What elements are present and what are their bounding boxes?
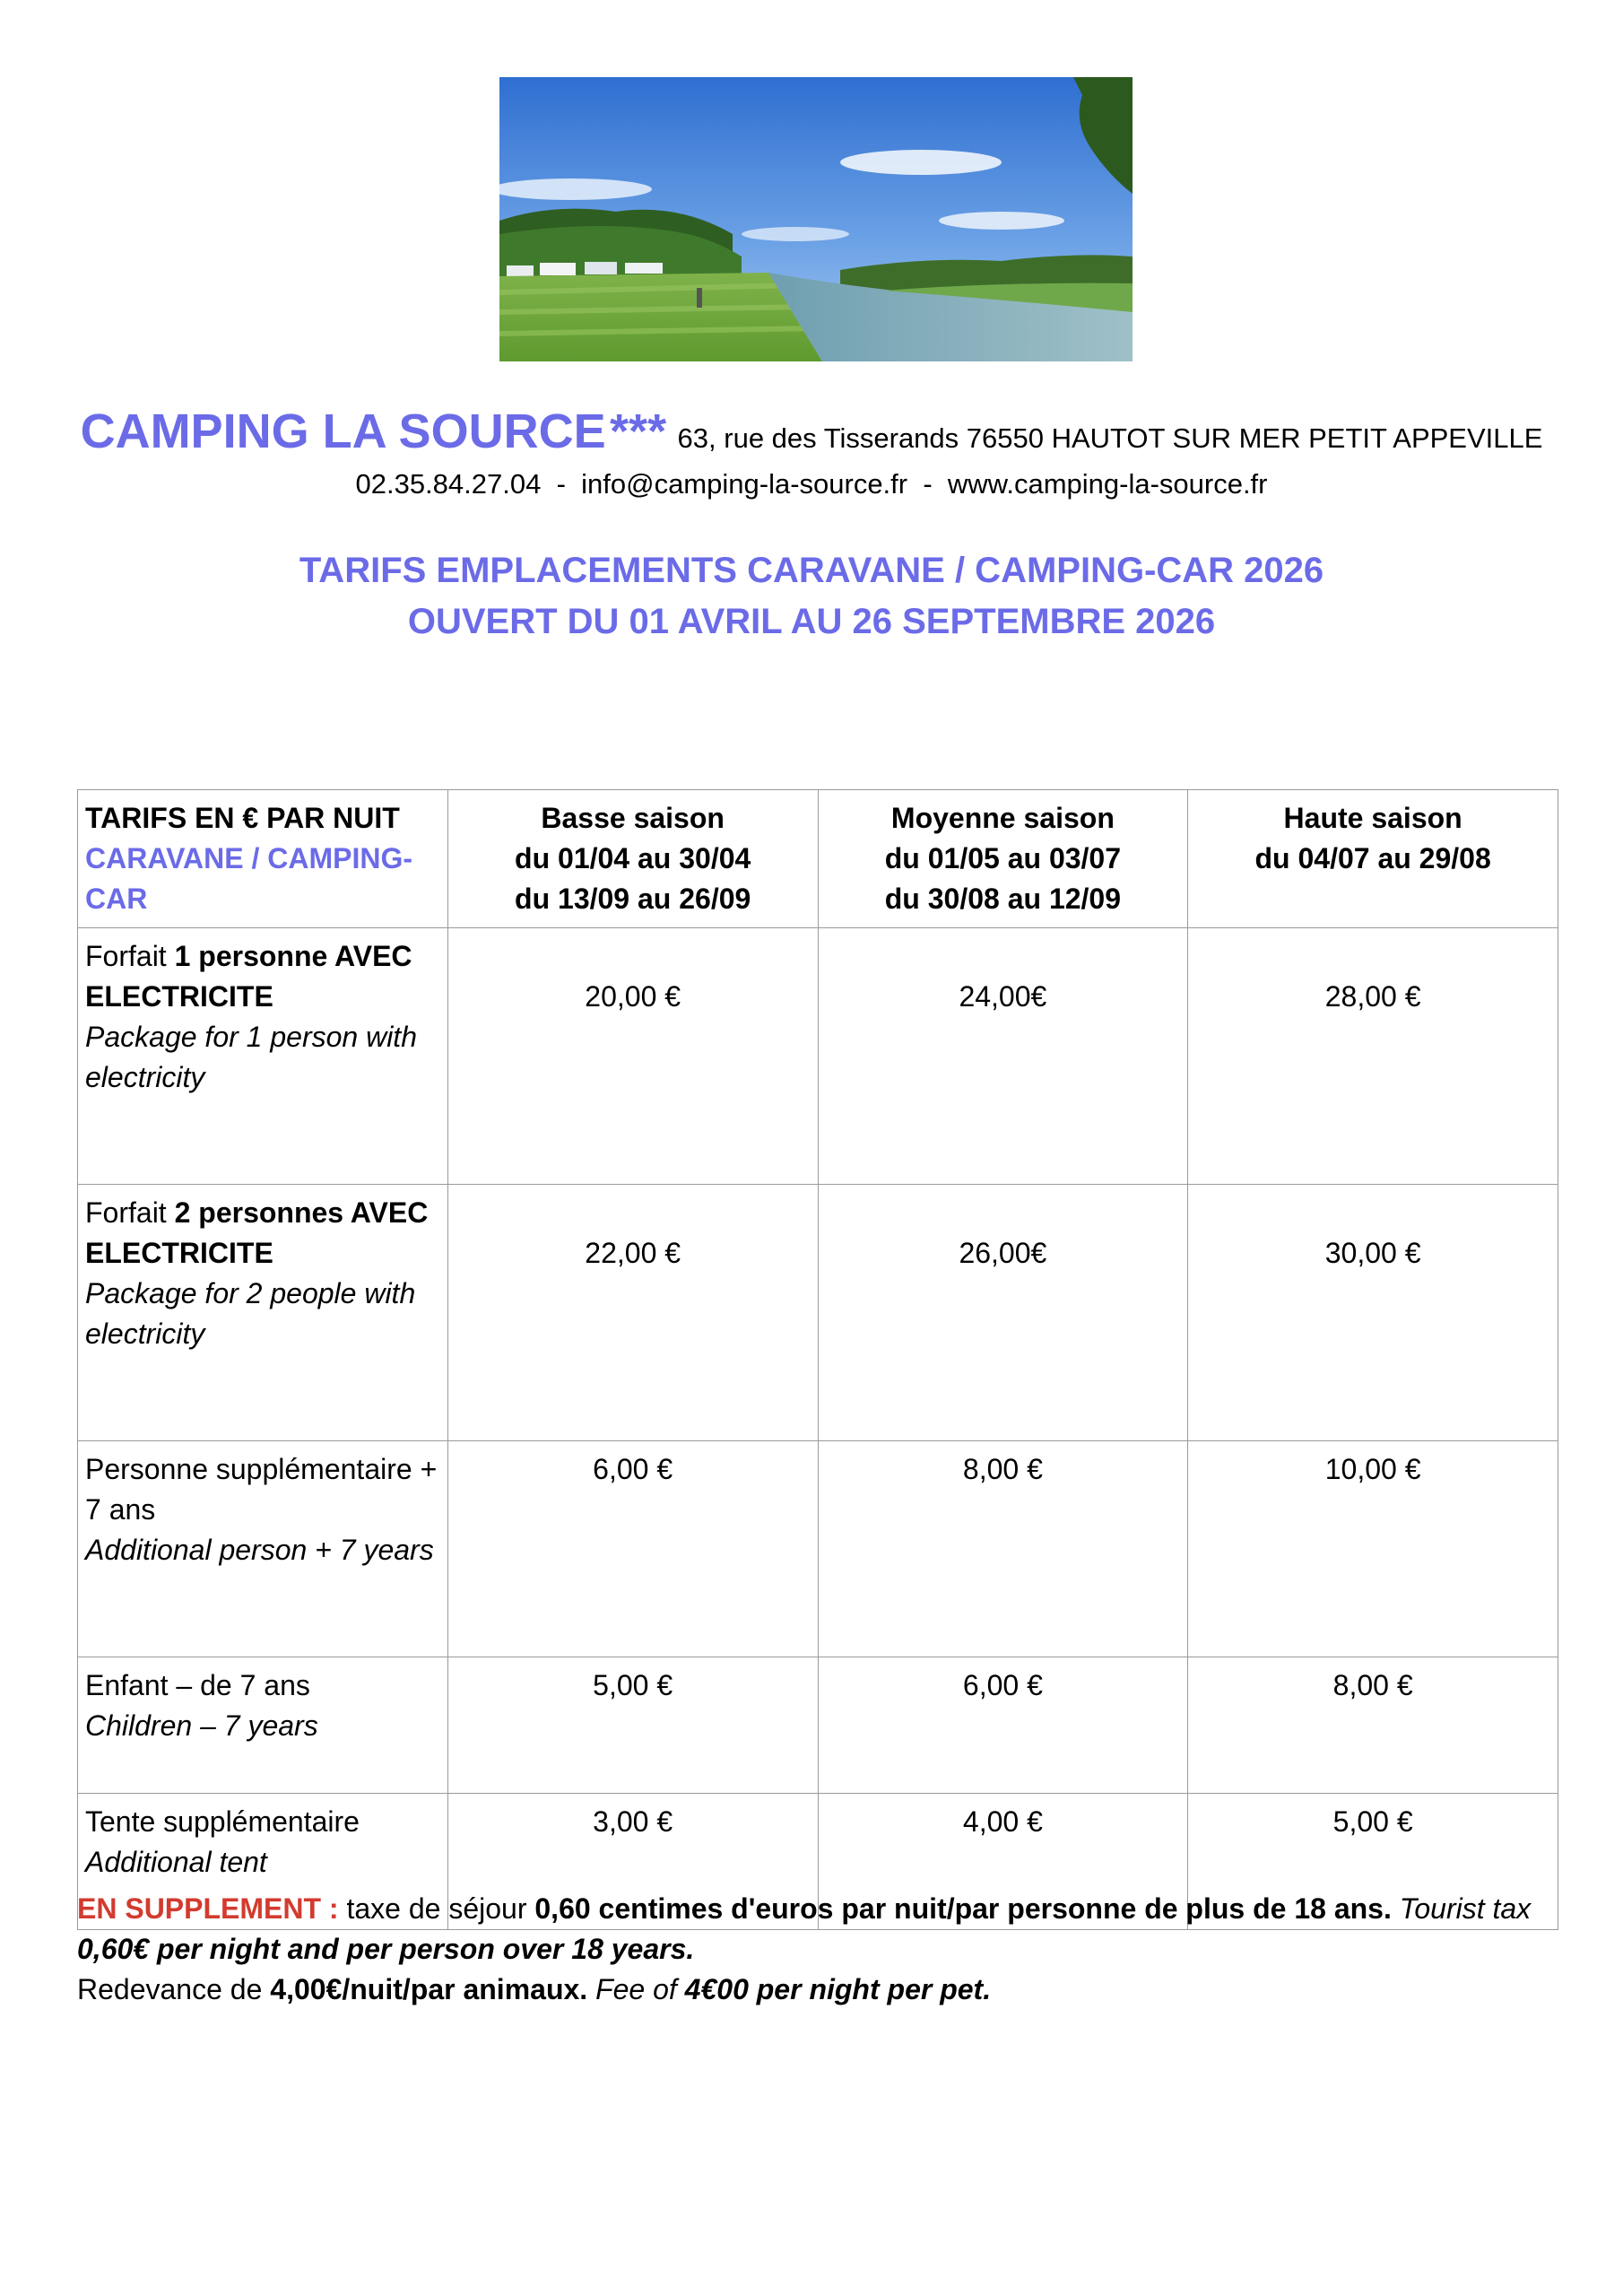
season-header-basse xyxy=(447,790,818,928)
season-header-moyenne xyxy=(818,790,1188,928)
tax-text: taxe de séjour xyxy=(338,1892,535,1925)
tax-amount-en: 0,60€ per night and per person over 18 years. xyxy=(77,1933,695,1965)
price-cell: 5,00 € xyxy=(447,1657,818,1794)
tariff-table xyxy=(77,789,1558,1930)
price-cell: 22,00 € xyxy=(447,1185,818,1441)
row-label-fr: Personne supplémentaire + 7 ans xyxy=(85,1453,438,1526)
row-label xyxy=(78,1185,448,1441)
row-label-fr-bold: 1 personne AVEC ELECTRICITE xyxy=(85,940,412,1013)
row-label-fr: Enfant – de 7 ans xyxy=(85,1669,310,1701)
camping-name: CAMPING LA SOURCE xyxy=(80,404,606,458)
season-name: Haute saison xyxy=(1283,802,1462,834)
row-label xyxy=(78,928,448,1185)
price-cell: 20,00 € xyxy=(447,928,818,1185)
camping-contact: 02.35.84.27.04 - info@camping-la-source.fr - www.camping-la-source.fr xyxy=(355,468,1268,500)
price-cell: 6,00 € xyxy=(818,1657,1188,1794)
tourist-tax-note xyxy=(77,1889,1566,1970)
pet-text: Redevance de xyxy=(77,1973,271,2005)
price-cell: 8,00 € xyxy=(818,1441,1188,1657)
season-name: Moyenne saison xyxy=(890,802,1115,834)
camping-address: 63, rue des Tisserands 76550 HAUTOT SUR MER PETIT APPEVILLE xyxy=(677,422,1543,454)
season-dates: du 30/08 au 12/09 xyxy=(884,883,1122,915)
price-cell: 6,00 € xyxy=(447,1441,818,1657)
season-header-haute xyxy=(1188,790,1558,928)
price-cell: 8,00 € xyxy=(1188,1657,1558,1794)
row-label-en: Package for 1 person with electricity xyxy=(85,1021,417,1093)
tax-amount-fr: 0,60 centimes d'euros par nuit/par personne de plus de 18 ans. xyxy=(534,1892,1392,1925)
table-row xyxy=(78,1441,1558,1657)
tariff-headline: TARIFS EMPLACEMENTS CARAVANE / CAMPING-CAR 2026 xyxy=(299,551,1324,590)
tariff-unit-label: TARIFS EN € PAR NUIT xyxy=(85,802,400,834)
table-row xyxy=(78,1657,1558,1794)
season-dates: du 13/09 au 26/09 xyxy=(515,883,751,915)
table-row xyxy=(78,928,1558,1185)
price-cell: 26,00€ xyxy=(818,1185,1188,1441)
campsite-photo-illustration xyxy=(499,77,1133,361)
supplement-notes xyxy=(77,1889,1566,2010)
price-cell: 3,00 € xyxy=(447,1794,818,1930)
supplement-label: EN SUPPLEMENT : xyxy=(77,1892,339,1925)
row-label-fr-prefix: Forfait xyxy=(85,1196,175,1229)
price-cell: 28,00 € xyxy=(1188,928,1558,1185)
pet-amount-en: 4€00 per night per pet. xyxy=(684,1973,992,2005)
camping-title-line xyxy=(0,404,1623,459)
row-label-en: Additional tent xyxy=(85,1846,267,1878)
row-label xyxy=(78,1657,448,1794)
price-cell: 5,00 € xyxy=(1188,1794,1558,1930)
camping-stars: *** xyxy=(610,404,667,458)
vehicle-type-label: CARAVANE / CAMPING-CAR xyxy=(85,842,413,915)
row-label-en: Children – 7 years xyxy=(85,1709,318,1742)
table-header-row xyxy=(78,790,1558,928)
table-row xyxy=(78,1185,1558,1441)
pet-en-intro: Fee of xyxy=(587,1973,685,2005)
row-label-fr xyxy=(85,1193,440,1274)
price-cell: 24,00€ xyxy=(818,928,1188,1185)
row-label-fr xyxy=(85,936,440,1017)
pet-fee-note xyxy=(77,1970,1566,2010)
tax-en-intro: Tourist t xyxy=(1391,1892,1501,1925)
row-label-fr: Tente supplémentaire xyxy=(85,1805,360,1838)
season-dates: du 01/04 au 30/04 xyxy=(515,842,751,874)
pet-amount-fr: 4,00€/nuit/par animaux. xyxy=(270,1973,588,2005)
row-label-en: Additional person + 7 years xyxy=(85,1534,434,1566)
campsite-photo xyxy=(499,77,1133,361)
table-corner-cell xyxy=(78,790,448,928)
price-cell: 30,00 € xyxy=(1188,1185,1558,1441)
season-name: Basse saison xyxy=(541,802,725,834)
row-label-fr-bold: 2 personnes AVEC ELECTRICITE xyxy=(85,1196,429,1269)
row-label-fr-prefix: Forfait xyxy=(85,940,175,972)
price-cell: 10,00 € xyxy=(1188,1441,1558,1657)
season-dates: du 01/05 au 03/07 xyxy=(884,842,1122,874)
row-label xyxy=(78,1441,448,1657)
row-label-en: Package for 2 people with electricity xyxy=(85,1277,416,1350)
opening-dates-headline: OUVERT DU 01 AVRIL AU 26 SEPTEMBRE 2026 xyxy=(407,602,1216,641)
tax-en-intro-end: ax xyxy=(1500,1892,1532,1925)
season-dates: du 04/07 au 29/08 xyxy=(1254,842,1491,874)
price-cell: 4,00 € xyxy=(818,1794,1188,1930)
